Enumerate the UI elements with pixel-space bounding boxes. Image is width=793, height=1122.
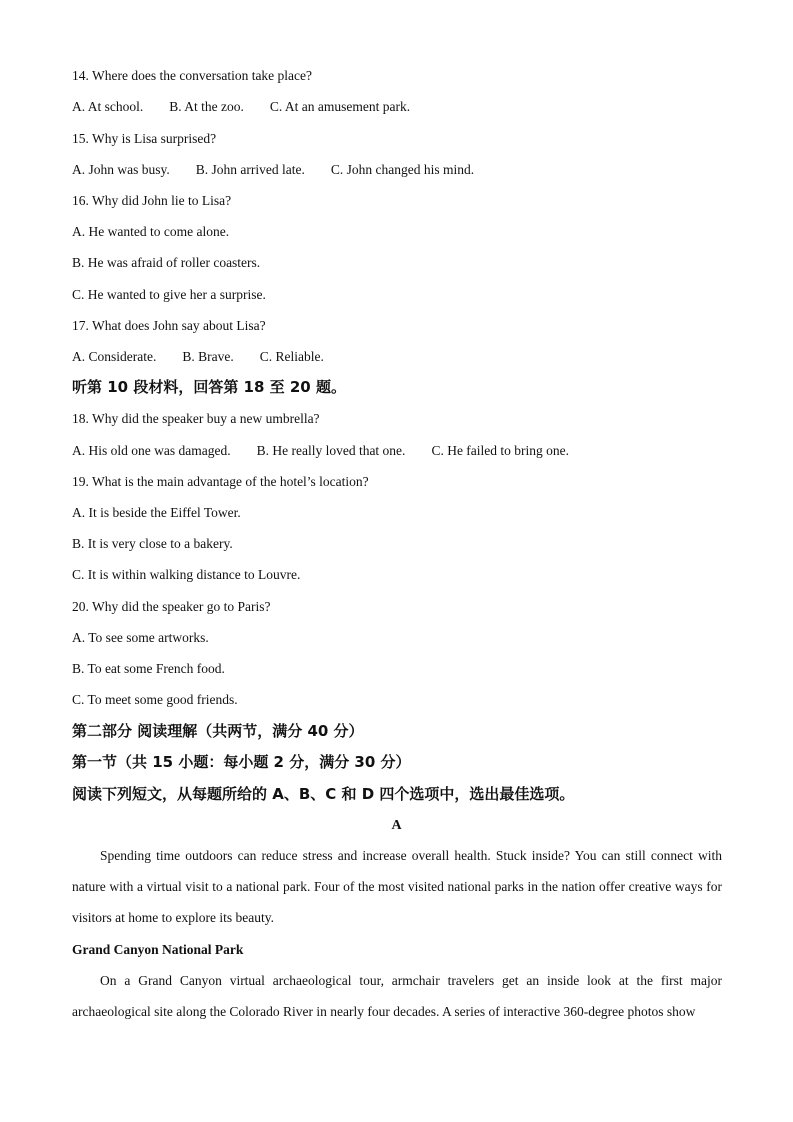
question-17-options <box>72 348 324 366</box>
passage-subheading: Grand Canyon National Park <box>72 942 244 957</box>
question-18-stem: 18. Why did the speaker buy a new umbrella? <box>72 411 320 426</box>
option-b: B. John arrived late. <box>195 162 305 177</box>
option-a: A. John was busy. <box>72 162 170 177</box>
question-20-option-c: C. To meet some good friends. <box>72 692 238 707</box>
question-19-option-b: B. It is very close to a bakery. <box>72 536 233 551</box>
question-20-option-b: B. To eat some French food. <box>72 661 225 676</box>
instructions-heading: 阅读下列短文，从每题所给的 A、B、C 和 D 四个选项中，选出最佳选项。 <box>72 785 575 803</box>
question-18-options <box>72 442 569 460</box>
option-a: A. Considerate. <box>72 349 157 364</box>
question-20-option-a: A. To see some artworks. <box>72 630 209 645</box>
question-16-option-a: A. He wanted to come alone. <box>72 224 230 239</box>
option-b: B. At the zoo. <box>169 99 244 114</box>
option-c: C. Reliable. <box>259 349 324 364</box>
option-a: A. His old one was damaged. <box>72 443 231 458</box>
question-20-stem: 20. Why did the speaker go to Paris? <box>72 599 271 614</box>
passage-10-heading: 听第 10 段材料，回答第 18 至 20 题。 <box>72 378 346 396</box>
question-14-stem: 14. Where does the conversation take place? <box>72 68 313 83</box>
question-14-options <box>72 98 410 116</box>
option-c: C. At an amusement park. <box>269 99 411 114</box>
question-16-option-c: C. He wanted to give her a surprise. <box>72 287 266 302</box>
option-c: C. John changed his mind. <box>330 162 475 177</box>
passage-body: On a Grand Canyon virtual archaeological tour, armchair travelers get an inside look at the first major archaeological site along the Colorado River in nearly four decades. A series of interactive 360-degree photos show <box>72 973 722 1020</box>
question-19-option-a: A. It is beside the Eiffel Tower. <box>72 505 241 520</box>
question-16-option-b: B. He was afraid of roller coasters. <box>72 255 261 270</box>
option-a: A. At school. <box>72 99 144 114</box>
question-15-options <box>72 161 474 179</box>
option-c: C. He failed to bring one. <box>431 443 570 458</box>
option-b: B. Brave. <box>182 349 234 364</box>
question-16-stem: 16. Why did John lie to Lisa? <box>72 193 232 208</box>
passage-title: A <box>391 818 402 833</box>
section-1-heading: 第一节（共 15 小题：每小题 2 分，满分 30 分） <box>72 753 411 771</box>
question-19-option-c: C. It is within walking distance to Louvre. <box>72 567 301 582</box>
passage-intro: Spending time outdoors can reduce stress and increase overall health. Stuck inside? You can still connect with nature with a virtual visit to a national park. Four of the most visited national parks in the nation offer creative ways for visitors at home to explore its beauty. <box>72 848 722 926</box>
question-19-stem: 19. What is the main advantage of the hotel’s location? <box>72 474 369 489</box>
question-15-stem: 15. Why is Lisa surprised? <box>72 131 217 146</box>
part-2-heading: 第二部分 阅读理解（共两节，满分 40 分） <box>72 722 364 740</box>
option-b: B. He really loved that one. <box>256 443 406 458</box>
question-17-stem: 17. What does John say about Lisa? <box>72 318 266 333</box>
